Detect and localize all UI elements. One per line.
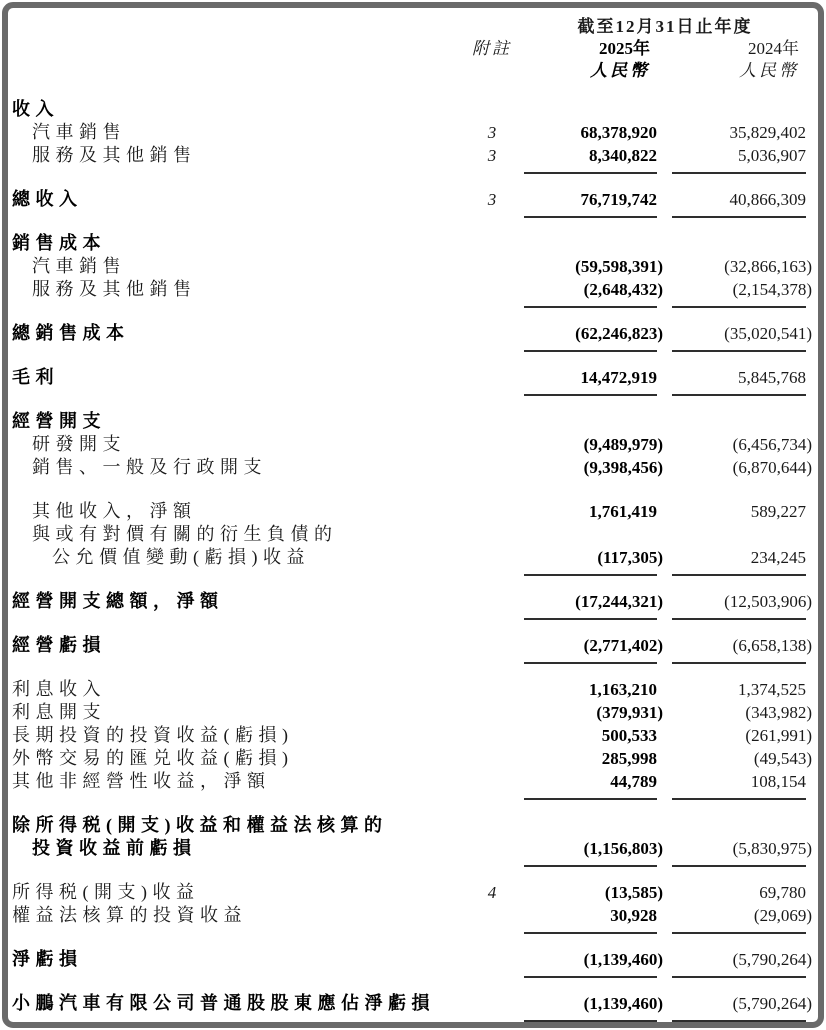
row-label: 與或有對價有關的衍生負債的: [32, 524, 338, 544]
row-note: 3: [487, 190, 497, 209]
row-value-2025: (17,244,321): [524, 590, 657, 613]
table-row: [12, 881, 806, 904]
currency-2025-header: 人民幣: [590, 61, 650, 80]
row-value-2024: (32,866,163): [724, 257, 812, 276]
row-value-2025: [524, 523, 657, 546]
row-value-2025: 44,789: [524, 770, 657, 793]
row-value-2024: 69,780: [759, 883, 806, 902]
table-row: [12, 837, 812, 860]
row-value-2024: (6,658,138): [672, 634, 806, 657]
period-header-row: [12, 16, 806, 38]
table-row: [12, 144, 806, 167]
statement-page: [2, 2, 824, 1028]
notes-column-header: 附註: [472, 39, 512, 58]
row-label: 權益法核算的投資收益: [12, 905, 247, 925]
row-label: 經營開支: [12, 411, 106, 431]
table-row: [12, 948, 812, 971]
table-row: [12, 546, 806, 569]
row-value-2024: (5,830,975): [672, 837, 806, 860]
row-value-2025: 76,719,742: [524, 188, 657, 211]
row-value-2024: (261,991): [745, 726, 812, 745]
row-label: 其他非經營性收益，淨額: [12, 771, 271, 791]
row-label: 經營開支總額，淨額: [12, 591, 224, 611]
table-row: [12, 366, 806, 389]
table-row: [12, 634, 812, 657]
row-value-2025: 285,998: [601, 749, 657, 768]
table-row: [12, 724, 812, 747]
row-value-2025: (2,648,432): [524, 278, 657, 301]
row-value-2024: [672, 232, 806, 255]
row-value-2024: (49,543): [753, 749, 812, 768]
row-value-2025: (59,598,391): [575, 257, 663, 276]
table-row: [12, 523, 806, 546]
row-value-2024: (343,982): [745, 703, 812, 722]
statement-table: [12, 98, 812, 1015]
table-row: [12, 770, 806, 793]
table-row: [12, 322, 812, 345]
table-row: [12, 433, 812, 456]
row-label: 汽車銷售: [32, 256, 126, 276]
row-label: 除所得税(開支)收益和權益法核算的: [12, 815, 388, 835]
row-label: 汽車銷售: [32, 122, 126, 142]
table-row: [12, 255, 812, 278]
year-header-row: [12, 38, 806, 60]
row-label: 總銷售成本: [12, 323, 130, 343]
table-row: [12, 500, 806, 523]
row-value-2025: (1,139,460): [524, 992, 657, 1015]
table-row: [12, 456, 812, 479]
table-row: [12, 992, 812, 1015]
row-value-2024: (6,456,734): [732, 435, 812, 454]
row-label: 經營虧損: [12, 635, 106, 655]
table-row: [12, 904, 812, 927]
row-value-2025: (1,156,803): [524, 837, 657, 860]
table-row: [12, 98, 806, 121]
row-value-2025: 500,533: [601, 726, 657, 745]
row-label: 其他收入，淨額: [32, 501, 197, 521]
row-value-2025: [524, 98, 657, 121]
row-label: 銷售成本: [12, 233, 106, 253]
row-label: 服務及其他銷售: [32, 145, 197, 165]
row-label: 利息開支: [12, 702, 106, 722]
table-row: [12, 121, 806, 144]
row-value-2025: [524, 814, 657, 837]
table-row: [12, 188, 806, 211]
row-value-2024: (2,154,378): [672, 278, 806, 301]
row-value-2025: 1,163,210: [589, 680, 657, 699]
row-value-2025: (2,771,402): [524, 634, 657, 657]
row-value-2024: [672, 410, 806, 433]
row-value-2024: [672, 814, 806, 837]
row-value-2025: 14,472,919: [524, 366, 657, 389]
row-label: 銷售、一般及行政開支: [32, 457, 267, 477]
row-note: 3: [487, 146, 497, 165]
table-row: [12, 678, 806, 701]
row-value-2025: (62,246,823): [524, 322, 657, 345]
row-value-2024: (5,790,264): [672, 992, 806, 1015]
year-2025-header: 2025年: [599, 39, 650, 58]
row-label: 投資收益前虧損: [32, 838, 197, 858]
row-value-2025: 30,928: [524, 904, 657, 927]
row-label: 外幣交易的匯兑收益(虧損): [12, 748, 294, 768]
row-value-2025: [524, 232, 657, 255]
currency-header-row: [12, 60, 806, 82]
row-label: 收入: [12, 99, 59, 119]
row-value-2025: (9,398,456): [583, 458, 663, 477]
row-value-2025: [524, 410, 657, 433]
row-value-2025: (379,931): [596, 703, 663, 722]
row-value-2025: 1,761,419: [589, 502, 657, 521]
row-value-2025: (117,305): [524, 546, 657, 569]
table-row: [12, 410, 806, 433]
row-value-2025: (9,489,979): [583, 435, 663, 454]
row-label: 所得税(開支)收益: [12, 882, 200, 902]
table-row: [12, 814, 806, 837]
table-row: [12, 590, 812, 613]
year-2024-header: 2024年: [748, 39, 799, 58]
row-value-2024: (29,069): [672, 904, 806, 927]
row-value-2024: [672, 98, 806, 121]
row-value-2024: 108,154: [672, 770, 806, 793]
row-value-2024: (5,790,264): [672, 948, 806, 971]
row-value-2024: 1,374,525: [738, 680, 806, 699]
row-value-2024: (6,870,644): [732, 458, 812, 477]
period-title: 截至12月31日止年度: [577, 17, 753, 36]
row-value-2024: 589,227: [750, 502, 806, 521]
row-label: 公允價值變動(虧損)收益: [52, 547, 310, 567]
table-row: [12, 747, 812, 770]
row-value-2024: 40,866,309: [672, 188, 806, 211]
table-row: [12, 278, 812, 301]
row-label: 毛利: [12, 367, 59, 387]
row-value-2024: 5,036,907: [672, 144, 806, 167]
row-value-2025: (13,585): [604, 883, 663, 902]
row-value-2025: 68,378,920: [580, 123, 657, 142]
row-value-2024: 35,829,402: [729, 123, 806, 142]
table-row: [12, 232, 806, 255]
row-value-2024: (12,503,906): [672, 590, 806, 613]
table-row: [12, 701, 812, 724]
row-value-2024: [672, 523, 806, 546]
row-value-2024: 234,245: [672, 546, 806, 569]
currency-2024-header: 人民幣: [739, 61, 799, 80]
row-value-2025: 8,340,822: [524, 144, 657, 167]
row-label: 研發開支: [32, 434, 126, 454]
row-label: 總收入: [12, 189, 83, 209]
row-value-2024: (35,020,541): [672, 322, 806, 345]
row-note: 3: [487, 123, 497, 142]
row-label: 利息收入: [12, 679, 106, 699]
row-value-2024: 5,845,768: [672, 366, 806, 389]
row-label: 長期投資的投資收益(虧損): [12, 725, 294, 745]
row-value-2025: (1,139,460): [524, 948, 657, 971]
row-label: 小鵬汽車有限公司普通股股東應佔淨虧損: [12, 993, 435, 1013]
row-label: 服務及其他銷售: [32, 279, 197, 299]
row-label: 淨虧損: [12, 949, 83, 969]
row-note: 4: [487, 883, 497, 902]
